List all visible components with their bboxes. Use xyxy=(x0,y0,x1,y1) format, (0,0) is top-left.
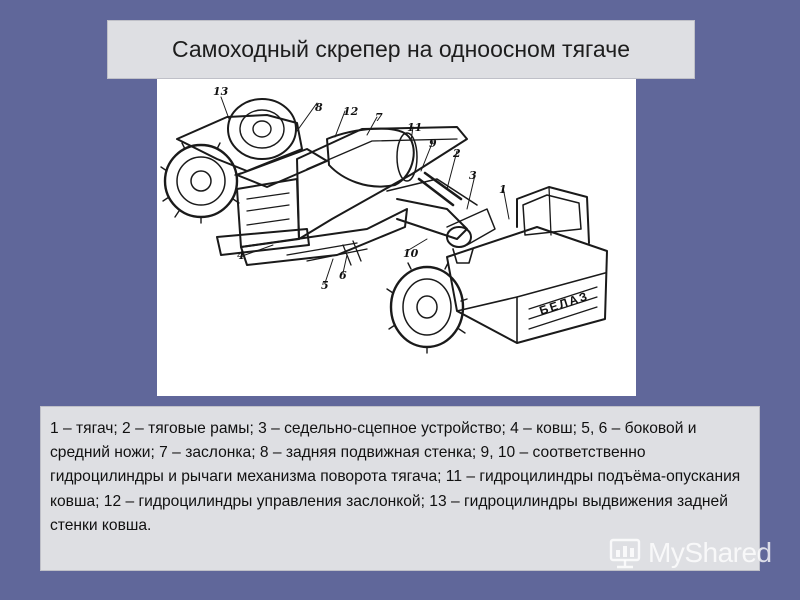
tail-block xyxy=(237,179,299,247)
tractor-wheel xyxy=(387,263,467,353)
lift-cylinders xyxy=(419,173,461,205)
callout-9: 9 xyxy=(429,137,437,150)
callout-11: 11 xyxy=(407,121,423,134)
callout-1: 1 xyxy=(499,183,507,196)
callout-4: 4 xyxy=(237,249,245,262)
watermark-text: MyShared xyxy=(648,537,772,568)
callout-6: 6 xyxy=(339,269,347,282)
cutting-edge xyxy=(241,209,407,265)
callout-12: 12 xyxy=(343,105,359,118)
rear-left-wheel xyxy=(161,143,241,223)
callout-3: 3 xyxy=(469,169,477,182)
callout-7: 7 xyxy=(375,111,383,124)
slide-title: Самоходный скрепер на одноосном тягаче xyxy=(171,36,630,62)
callout-5: 5 xyxy=(321,279,329,292)
rear-upper-wheel xyxy=(228,99,296,159)
draft-frame xyxy=(397,199,467,239)
scraper-drawing xyxy=(157,79,636,396)
tractor-body xyxy=(447,227,607,343)
legend-text: 1 – тягач; 2 – тяговые рамы; 3 – седельно-сцепное устройство; 4 – ковш; 5, 6 – боковой и средний ножи; 7 – заслонка; 8 – задняя подвижная стенка; 9, 10 – соответственно гидроцилиндры и рычаги механизма поворота тягача; 11 – гидроцилиндры подъёма-опускания ковша; 12 – гидроцилиндры управления заслонкой; 13 – гидроцилиндры выдвижения задней стенки ковша. xyxy=(50,420,741,534)
watermark xyxy=(608,533,772,573)
presentation-board-icon xyxy=(608,536,642,570)
title-box xyxy=(107,20,695,79)
callout-2: 2 xyxy=(453,147,461,160)
scraper-illustration xyxy=(157,79,636,396)
callout-10: 10 xyxy=(403,247,419,260)
cab-lettering: БЕЛАЗ xyxy=(537,288,591,318)
leader-lines xyxy=(221,97,509,283)
callout-8: 8 xyxy=(315,101,323,114)
push-arm xyxy=(217,229,309,255)
callout-13: 13 xyxy=(213,85,229,98)
